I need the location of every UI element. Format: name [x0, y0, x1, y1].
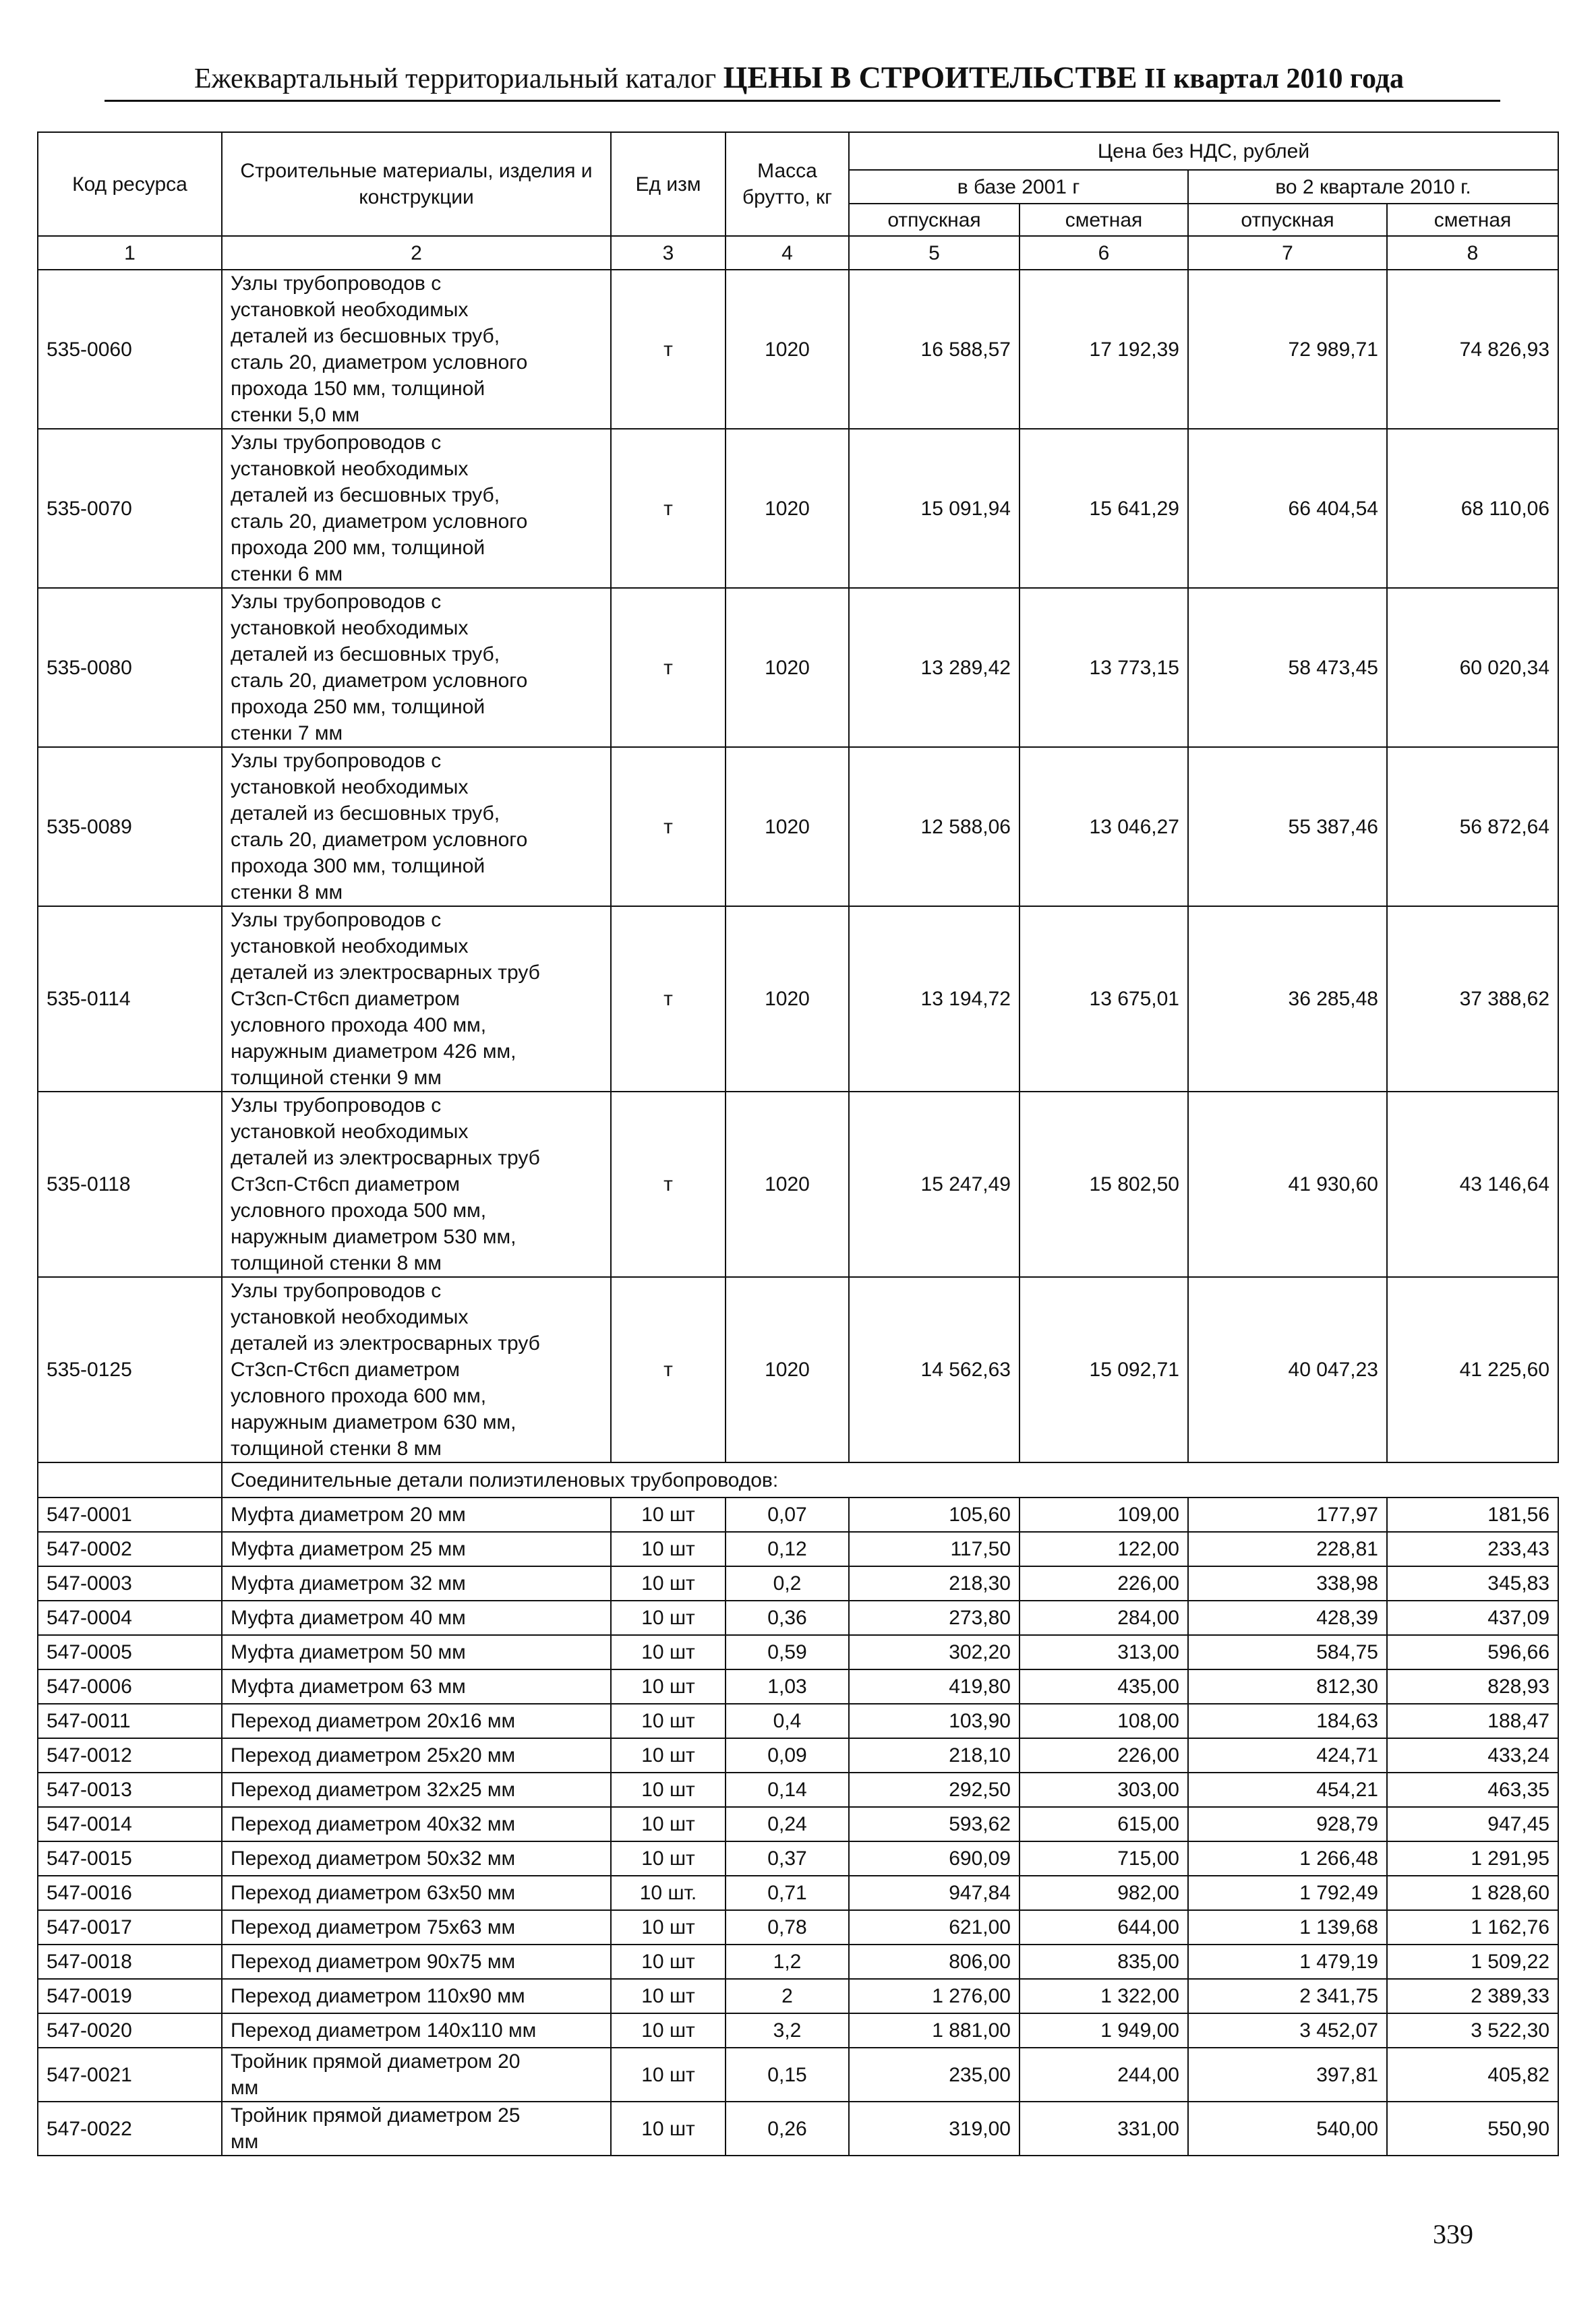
table-row	[38, 1277, 1558, 1462]
table-row	[38, 1773, 1558, 1807]
price-smet-2001: 17 192,39	[1019, 270, 1188, 429]
header-prefix: Ежеквартальный территориальный каталог	[194, 63, 717, 94]
price-otp-2010: 1 266,48	[1188, 1841, 1387, 1876]
table-row	[38, 1807, 1558, 1841]
price-otp-2010: 36 285,48	[1188, 906, 1387, 1092]
resource-unit: т	[611, 588, 726, 747]
price-smet-2001: 715,00	[1019, 1841, 1188, 1876]
resource-mass: 0,71	[726, 1876, 849, 1910]
resource-unit: 10 шт	[611, 1945, 726, 1979]
resource-code: 547-0016	[38, 1876, 222, 1910]
resource-mass: 2	[726, 1979, 849, 2013]
price-smet-2010: 68 110,06	[1387, 429, 1558, 588]
price-otp-2010: 928,79	[1188, 1807, 1387, 1841]
price-otp-2001: 593,62	[849, 1807, 1019, 1841]
price-otp-2010: 55 387,46	[1188, 747, 1387, 906]
resource-unit: 10 шт	[611, 1807, 726, 1841]
price-otp-2010: 2 341,75	[1188, 1979, 1387, 2013]
price-otp-2010: 177,97	[1188, 1498, 1387, 1532]
price-otp-2001: 419,80	[849, 1669, 1019, 1704]
price-otp-2001: 806,00	[849, 1945, 1019, 1979]
price-otp-2010: 338,98	[1188, 1566, 1387, 1601]
price-otp-2001: 218,10	[849, 1738, 1019, 1773]
resource-code: 535-0125	[38, 1277, 222, 1462]
price-otp-2001: 16 588,57	[849, 270, 1019, 429]
table-row	[38, 1704, 1558, 1738]
price-smet-2010: 1 509,22	[1387, 1945, 1558, 1979]
price-otp-2001: 621,00	[849, 1910, 1019, 1945]
price-smet-2010: 1 162,76	[1387, 1910, 1558, 1945]
price-otp-2001: 947,84	[849, 1876, 1019, 1910]
price-otp-2001: 13 194,72	[849, 906, 1019, 1092]
resource-name: Переход диаметром 20х16 мм	[222, 1704, 611, 1738]
price-smet-2010: 433,24	[1387, 1738, 1558, 1773]
resource-code: 547-0002	[38, 1532, 222, 1566]
price-smet-2010: 3 522,30	[1387, 2013, 1558, 2048]
resource-name: Муфта диаметром 63 мм	[222, 1669, 611, 1704]
table-row	[38, 429, 1558, 588]
resource-name: Переход диаметром 90х75 мм	[222, 1945, 611, 1979]
resource-name: Муфта диаметром 25 мм	[222, 1532, 611, 1566]
resource-unit: 10 шт	[611, 2013, 726, 2048]
col-num: 6	[1019, 236, 1188, 270]
resource-name: Тройник прямой диаметром 25 мм	[222, 2102, 611, 2156]
head-price-group: Цена без НДС, рублей	[849, 132, 1558, 170]
resource-mass: 1,03	[726, 1669, 849, 1704]
price-otp-2001: 292,50	[849, 1773, 1019, 1807]
resource-code: 547-0018	[38, 1945, 222, 1979]
col-num: 1	[38, 236, 222, 270]
head-q2-2010: во 2 квартале 2010 г.	[1188, 170, 1558, 204]
resource-mass: 0,14	[726, 1773, 849, 1807]
price-otp-2010: 40 047,23	[1188, 1277, 1387, 1462]
price-smet-2001: 982,00	[1019, 1876, 1188, 1910]
price-smet-2010: 596,66	[1387, 1635, 1558, 1669]
resource-mass: 1,2	[726, 1945, 849, 1979]
resource-mass: 1020	[726, 588, 849, 747]
resource-code: 535-0114	[38, 906, 222, 1092]
resource-mass: 0,12	[726, 1532, 849, 1566]
resource-name: Переход диаметром 110х90 мм	[222, 1979, 611, 2013]
table-row	[38, 2013, 1558, 2048]
price-smet-2010: 188,47	[1387, 1704, 1558, 1738]
price-otp-2001: 1 881,00	[849, 2013, 1019, 2048]
price-otp-2001: 14 562,63	[849, 1277, 1019, 1462]
resource-code: 547-0006	[38, 1669, 222, 1704]
price-otp-2001: 105,60	[849, 1498, 1019, 1532]
head-unit: Ед изм	[611, 132, 726, 236]
resource-mass: 0,37	[726, 1841, 849, 1876]
price-otp-2010: 454,21	[1188, 1773, 1387, 1807]
resource-unit: 10 шт	[611, 2048, 726, 2102]
resource-mass: 0,2	[726, 1566, 849, 1601]
price-table	[37, 131, 1559, 2156]
resource-code: 547-0011	[38, 1704, 222, 1738]
price-otp-2001: 12 588,06	[849, 747, 1019, 906]
resource-mass: 3,2	[726, 2013, 849, 2048]
price-otp-2010: 41 930,60	[1188, 1092, 1387, 1277]
price-smet-2001: 331,00	[1019, 2102, 1188, 2156]
price-otp-2001: 302,20	[849, 1635, 1019, 1669]
table-row	[38, 1532, 1558, 1566]
resource-name: Переход диаметром 40х32 мм	[222, 1807, 611, 1841]
resource-mass: 0,26	[726, 2102, 849, 2156]
price-smet-2010: 41 225,60	[1387, 1277, 1558, 1462]
table-row	[38, 270, 1558, 429]
price-smet-2010: 405,82	[1387, 2048, 1558, 2102]
price-otp-2001: 218,30	[849, 1566, 1019, 1601]
price-otp-2010: 184,63	[1188, 1704, 1387, 1738]
resource-name: Переход диаметром 50х32 мм	[222, 1841, 611, 1876]
price-smet-2010: 56 872,64	[1387, 747, 1558, 906]
resource-unit: 10 шт	[611, 1773, 726, 1807]
price-smet-2001: 1 949,00	[1019, 2013, 1188, 2048]
resource-mass: 1020	[726, 747, 849, 906]
header-rule	[105, 100, 1500, 102]
table-row	[38, 1635, 1558, 1669]
price-otp-2010: 424,71	[1188, 1738, 1387, 1773]
resource-unit: 10 шт	[611, 1704, 726, 1738]
resource-mass: 0,15	[726, 2048, 849, 2102]
price-otp-2010: 66 404,54	[1188, 429, 1387, 588]
header-title: ЦЕНЫ В СТРОИТЕЛЬСТВЕ	[723, 60, 1137, 94]
resource-name: Переход диаметром 32х25 мм	[222, 1773, 611, 1807]
resource-code: 547-0020	[38, 2013, 222, 2048]
price-smet-2010: 43 146,64	[1387, 1092, 1558, 1277]
resource-unit: т	[611, 747, 726, 906]
price-smet-2010: 233,43	[1387, 1532, 1558, 1566]
price-otp-2010: 540,00	[1188, 2102, 1387, 2156]
price-otp-2001: 235,00	[849, 2048, 1019, 2102]
price-smet-2001: 644,00	[1019, 1910, 1188, 1945]
resource-name: Муфта диаметром 50 мм	[222, 1635, 611, 1669]
price-otp-2010: 812,30	[1188, 1669, 1387, 1704]
price-otp-2001: 15 247,49	[849, 1092, 1019, 1277]
resource-name: Муфта диаметром 40 мм	[222, 1601, 611, 1635]
resource-name: Узлы трубопроводов с установкой необходимых деталей из бесшовных труб, сталь 20, диаметром условного прохода 250 мм, толщиной стенки 7 мм	[222, 588, 611, 747]
table-row	[38, 2048, 1558, 2102]
resource-code: 547-0022	[38, 2102, 222, 2156]
price-smet-2001: 15 092,71	[1019, 1277, 1188, 1462]
head-otp-2001: отпускная	[849, 204, 1019, 236]
resource-mass: 0,09	[726, 1738, 849, 1773]
price-smet-2001: 108,00	[1019, 1704, 1188, 1738]
price-smet-2001: 226,00	[1019, 1566, 1188, 1601]
price-smet-2010: 947,45	[1387, 1807, 1558, 1841]
price-smet-2001: 284,00	[1019, 1601, 1188, 1635]
resource-name: Узлы трубопроводов с установкой необходимых деталей из бесшовных труб, сталь 20, диаметром условного прохода 150 мм, толщиной стенки 5,0 мм	[222, 270, 611, 429]
price-otp-2010: 1 139,68	[1188, 1910, 1387, 1945]
price-smet-2001: 13 675,01	[1019, 906, 1188, 1092]
resource-mass: 1020	[726, 429, 849, 588]
table-row	[38, 1910, 1558, 1945]
price-otp-2010: 428,39	[1188, 1601, 1387, 1635]
resource-mass: 1020	[726, 1277, 849, 1462]
table-row	[38, 1669, 1558, 1704]
head-otp-2010: отпускная	[1188, 204, 1387, 236]
table-row	[38, 1738, 1558, 1773]
resource-mass: 0,36	[726, 1601, 849, 1635]
table-head	[38, 132, 1558, 270]
table-row	[38, 1979, 1558, 2013]
resource-code: 547-0003	[38, 1566, 222, 1601]
col-num: 3	[611, 236, 726, 270]
price-smet-2001: 244,00	[1019, 2048, 1188, 2102]
price-otp-2010: 72 989,71	[1188, 270, 1387, 429]
resource-code: 547-0004	[38, 1601, 222, 1635]
price-smet-2010: 74 826,93	[1387, 270, 1558, 429]
resource-name: Узлы трубопроводов с установкой необходимых деталей из электросварных труб Ст3сп-Ст6сп диаметром условного прохода 400 мм, наружным диаметром 426 мм, толщиной стенки 9 мм	[222, 906, 611, 1092]
price-otp-2001: 690,09	[849, 1841, 1019, 1876]
resource-mass: 0,78	[726, 1910, 849, 1945]
section-title: Соединительные детали полиэтиленовых трубопроводов:	[222, 1462, 1558, 1498]
price-smet-2010: 550,90	[1387, 2102, 1558, 2156]
price-smet-2001: 109,00	[1019, 1498, 1188, 1532]
head-code: Код ресурса	[38, 132, 222, 236]
resource-name: Переход диаметром 140х110 мм	[222, 2013, 611, 2048]
resource-unit: 10 шт	[611, 1532, 726, 1566]
resource-unit: т	[611, 1277, 726, 1462]
resource-code: 547-0013	[38, 1773, 222, 1807]
price-smet-2001: 835,00	[1019, 1945, 1188, 1979]
price-smet-2010: 345,83	[1387, 1566, 1558, 1601]
price-smet-2001: 615,00	[1019, 1807, 1188, 1841]
resource-unit: 10 шт	[611, 2102, 726, 2156]
resource-unit: 10 шт	[611, 1738, 726, 1773]
resource-code: 547-0021	[38, 2048, 222, 2102]
page-number: 339	[1433, 2219, 1473, 2249]
head-smet-2001: сметная	[1019, 204, 1188, 236]
price-smet-2001: 303,00	[1019, 1773, 1188, 1807]
resource-unit: т	[611, 906, 726, 1092]
price-otp-2010: 1 792,49	[1188, 1876, 1387, 1910]
resource-code: 547-0001	[38, 1498, 222, 1532]
price-otp-2010: 228,81	[1188, 1532, 1387, 1566]
resource-name: Переход диаметром 63х50 мм	[222, 1876, 611, 1910]
resource-unit: 10 шт	[611, 1601, 726, 1635]
table-row	[38, 747, 1558, 906]
price-smet-2001: 13 773,15	[1019, 588, 1188, 747]
section-row	[38, 1462, 1558, 1498]
price-smet-2001: 435,00	[1019, 1669, 1188, 1704]
price-otp-2001: 1 276,00	[849, 1979, 1019, 2013]
resource-code: 535-0070	[38, 429, 222, 588]
col-num: 8	[1387, 236, 1558, 270]
price-smet-2010: 181,56	[1387, 1498, 1558, 1532]
resource-name: Переход диаметром 75х63 мм	[222, 1910, 611, 1945]
price-otp-2010: 584,75	[1188, 1635, 1387, 1669]
resource-name: Муфта диаметром 32 мм	[222, 1566, 611, 1601]
price-otp-2001: 273,80	[849, 1601, 1019, 1635]
resource-unit: т	[611, 270, 726, 429]
resource-code: 535-0060	[38, 270, 222, 429]
resource-code: 547-0012	[38, 1738, 222, 1773]
price-otp-2001: 15 091,94	[849, 429, 1019, 588]
resource-code: 547-0019	[38, 1979, 222, 2013]
price-smet-2001: 1 322,00	[1019, 1979, 1188, 2013]
price-otp-2001: 13 289,42	[849, 588, 1019, 747]
section-spacer	[38, 1462, 222, 1498]
table-row	[38, 1566, 1558, 1601]
resource-code: 547-0005	[38, 1635, 222, 1669]
price-otp-2001: 319,00	[849, 2102, 1019, 2156]
price-smet-2001: 13 046,27	[1019, 747, 1188, 906]
price-smet-2010: 60 020,34	[1387, 588, 1558, 747]
price-smet-2010: 828,93	[1387, 1669, 1558, 1704]
resource-unit: т	[611, 429, 726, 588]
price-otp-2001: 117,50	[849, 1532, 1019, 1566]
table-row	[38, 906, 1558, 1092]
resource-mass: 0,07	[726, 1498, 849, 1532]
price-smet-2010: 437,09	[1387, 1601, 1558, 1635]
price-smet-2001: 313,00	[1019, 1635, 1188, 1669]
resource-unit: 10 шт	[611, 1566, 726, 1601]
header-period: II квартал 2010 года	[1144, 63, 1405, 94]
resource-unit: 10 шт	[611, 1669, 726, 1704]
resource-code: 535-0080	[38, 588, 222, 747]
resource-name: Узлы трубопроводов с установкой необходимых деталей из бесшовных труб, сталь 20, диаметром условного прохода 200 мм, толщиной стенки 6 мм	[222, 429, 611, 588]
price-smet-2010: 1 291,95	[1387, 1841, 1558, 1876]
resource-code: 535-0118	[38, 1092, 222, 1277]
head-smet-2010: сметная	[1387, 204, 1558, 236]
resource-code: 547-0017	[38, 1910, 222, 1945]
resource-name: Муфта диаметром 20 мм	[222, 1498, 611, 1532]
resource-mass: 1020	[726, 1092, 849, 1277]
resource-unit: т	[611, 1092, 726, 1277]
col-num: 7	[1188, 236, 1387, 270]
table-row	[38, 1601, 1558, 1635]
col-num: 4	[726, 236, 849, 270]
resource-mass: 0,4	[726, 1704, 849, 1738]
table-row	[38, 1498, 1558, 1532]
table-body	[38, 270, 1558, 2156]
resource-name: Узлы трубопроводов с установкой необходимых деталей из электросварных труб Ст3сп-Ст6сп диаметром условного прохода 600 мм, наружным диаметром 630 мм, толщиной стенки 8 мм	[222, 1277, 611, 1462]
price-otp-2010: 3 452,07	[1188, 2013, 1387, 2048]
resource-name: Узлы трубопроводов с установкой необходимых деталей из электросварных труб Ст3сп-Ст6сп диаметром условного прохода 500 мм, наружным диаметром 530 мм, толщиной стенки 8 мм	[222, 1092, 611, 1277]
price-otp-2001: 103,90	[849, 1704, 1019, 1738]
head-name: Строительные материалы, изделия и конструкции	[222, 132, 611, 236]
resource-mass: 0,59	[726, 1635, 849, 1669]
resource-code: 547-0014	[38, 1807, 222, 1841]
resource-code: 535-0089	[38, 747, 222, 906]
table-row	[38, 588, 1558, 747]
resource-name: Переход диаметром 25х20 мм	[222, 1738, 611, 1773]
price-smet-2001: 15 641,29	[1019, 429, 1188, 588]
col-num: 2	[222, 236, 611, 270]
head-base-2001: в базе 2001 г	[849, 170, 1188, 204]
price-otp-2010: 397,81	[1188, 2048, 1387, 2102]
resource-mass: 1020	[726, 906, 849, 1092]
resource-unit: 10 шт	[611, 1635, 726, 1669]
resource-code: 547-0015	[38, 1841, 222, 1876]
resource-unit: 10 шт.	[611, 1876, 726, 1910]
resource-mass: 0,24	[726, 1807, 849, 1841]
price-otp-2010: 1 479,19	[1188, 1945, 1387, 1979]
table-row	[38, 1841, 1558, 1876]
head-mass: Масса брутто, кг	[726, 132, 849, 236]
resource-name: Тройник прямой диаметром 20 мм	[222, 2048, 611, 2102]
table-row	[38, 1945, 1558, 1979]
col-num: 5	[849, 236, 1019, 270]
table-row	[38, 1876, 1558, 1910]
price-smet-2001: 122,00	[1019, 1532, 1188, 1566]
price-smet-2010: 2 389,33	[1387, 1979, 1558, 2013]
price-smet-2010: 1 828,60	[1387, 1876, 1558, 1910]
resource-unit: 10 шт	[611, 1841, 726, 1876]
price-otp-2010: 58 473,45	[1188, 588, 1387, 747]
resource-mass: 1020	[726, 270, 849, 429]
page-header	[108, 59, 1490, 95]
resource-name: Узлы трубопроводов с установкой необходимых деталей из бесшовных труб, сталь 20, диаметром условного прохода 300 мм, толщиной стенки 8 мм	[222, 747, 611, 906]
resource-unit: 10 шт	[611, 1498, 726, 1532]
price-smet-2010: 37 388,62	[1387, 906, 1558, 1092]
table-row	[38, 2102, 1558, 2156]
resource-unit: 10 шт	[611, 1910, 726, 1945]
resource-unit: 10 шт	[611, 1979, 726, 2013]
price-smet-2010: 463,35	[1387, 1773, 1558, 1807]
price-smet-2001: 15 802,50	[1019, 1092, 1188, 1277]
table-row	[38, 1092, 1558, 1277]
price-smet-2001: 226,00	[1019, 1738, 1188, 1773]
